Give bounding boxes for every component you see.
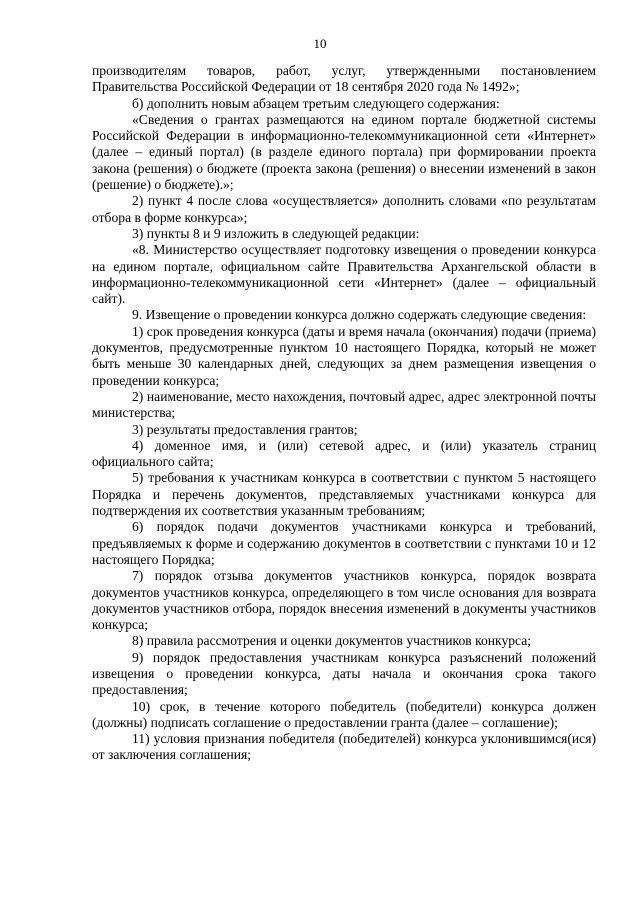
paragraph-item-3: 3) пункты 8 и 9 изложить в следующей редакции: — [132, 225, 420, 241]
list-item-9: 9) порядок предоставления участникам конкурса разъяснений положений извещения о проведении конкурса, даты начала и окончания срока такого предоставления; — [92, 649, 596, 698]
list-item-10: 10) срок, в течение которого победитель (победители) конкурса должен (должны) подписать соглашение о предоставлении гранта (далее – соглашение); — [92, 698, 596, 730]
paragraph-point-8: «8. Министерство осуществляет подготовку извещения о проведении конкурса на едином портале, официальном сайте Правительства Архангельской области в информационно-телекоммуникационной сети «Интернет» (далее – официальный сайт). — [92, 242, 596, 307]
list-item-1: 1) срок проведения конкурса (даты и время начала (окончания) подачи (приема) документов, предусмотренные пунктом 10 настоящего Порядка, который не может быть меньше 30 календарных дней, следующих за днем размещения извещения о проведении конкурса; — [92, 323, 596, 388]
list-item-4: 4) доменное имя, и (или) сетевой адрес, и (или) указатель страниц официального сайта; — [92, 437, 596, 470]
paragraph-b: б) дополнить новым абзацем третьим следующего содержания: — [132, 95, 500, 111]
paragraph-point-9: 9. Извещение о проведении конкурса должно содержать следующие сведения: — [132, 307, 587, 323]
paragraph-grants-info: «Сведения о грантах размещаются на едином портале бюджетной системы Российской Федерации в информационно-телекоммуникационной сети «Интернет» (далее – единый портал) (в разделе единого портала) при формировании проекта закона (решения) о бюджете (проекта закона (решения) о внесении изменений в закон (решение) о бюджете).»; — [92, 111, 596, 193]
paragraph-item-2: 2) пункт 4 после слова «осуществляется» дополнить словами «по результатам отбора в форме конкурса»; — [92, 193, 596, 225]
list-item-5: 5) требования к участникам конкурса в соответствии с пунктом 5 настоящего Порядка и перечень документов, представляемых участниками конкурса для подтверждения их соответствия указанным требованиям; — [92, 470, 596, 519]
document-body — [92, 63, 596, 764]
page-number: 10 — [313, 36, 327, 51]
list-item-2: 2) наименование, место нахождения, почтовый адрес, адрес электронной почты министерства; — [92, 388, 596, 421]
list-item-7: 7) порядок отзыва документов участников конкурса, порядок возврата документов участников конкурса, определяющего в том числе основания для возврата документов участников отбора, порядок внесения изменений в документы участников конкурса; — [92, 568, 596, 633]
list-item-6: 6) порядок подачи документов участниками конкурса и требований, предъявляемых к форме и содержанию документов в соответствии с пунктами 10 и 12 настоящего Порядка; — [92, 519, 596, 567]
paragraph-continuation: производителям товаров, работ, услуг, утвержденными постановлением Правительства Российской Федерации от 18 сентября 2020 года № 1492»; — [92, 63, 596, 95]
list-item-11: 11) условия признания победителя (победителей) конкурса уклонившимся(ися) от заключения соглашения; — [92, 731, 596, 763]
list-item-8: 8) правила рассмотрения и оценки документов участников конкурса; — [132, 633, 532, 649]
list-item-3: 3) результаты предоставления грантов; — [132, 421, 358, 437]
